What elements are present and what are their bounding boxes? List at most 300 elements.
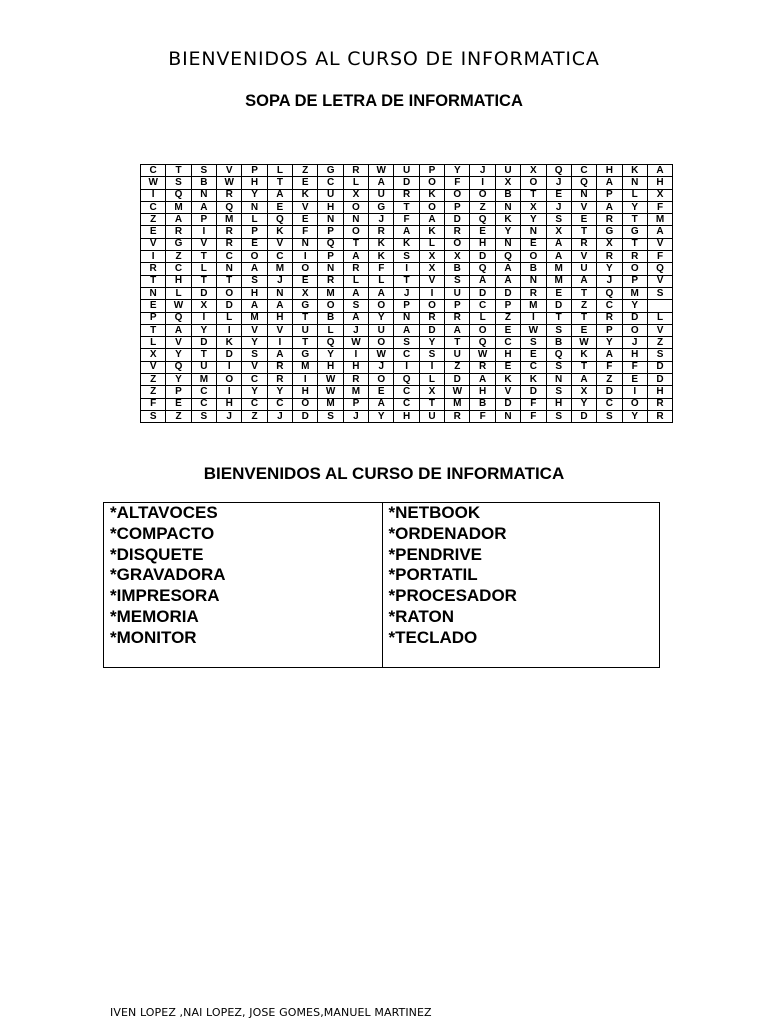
grid-cell: Z xyxy=(647,337,672,349)
grid-cell: T xyxy=(217,275,242,287)
grid-cell: J xyxy=(267,275,292,287)
grid-cell: A xyxy=(369,177,394,189)
grid-cell: U xyxy=(495,165,520,177)
grid-cell: Y xyxy=(267,386,292,398)
grid-cell: Q xyxy=(166,361,191,373)
grid-cell: O xyxy=(622,398,647,410)
grid-cell: Y xyxy=(495,226,520,238)
grid-cell: A xyxy=(242,300,267,312)
grid-cell: U xyxy=(445,287,470,299)
grid-cell: L xyxy=(343,177,368,189)
grid-cell: H xyxy=(343,361,368,373)
grid-cell: Z xyxy=(141,386,166,398)
grid-cell: I xyxy=(521,312,546,324)
grid-cell: N xyxy=(242,201,267,213)
grid-cell: A xyxy=(597,177,622,189)
word-item: *IMPRESORA xyxy=(110,586,220,606)
grid-cell: Z xyxy=(445,361,470,373)
grid-cell: F xyxy=(470,410,495,422)
grid-cell: M xyxy=(191,374,216,386)
grid-cell: N xyxy=(495,201,520,213)
grid-row xyxy=(141,300,673,312)
grid-cell: S xyxy=(597,410,622,422)
grid-cell: S xyxy=(546,324,571,336)
grid-cell: Y xyxy=(445,165,470,177)
grid-cell: T xyxy=(622,214,647,226)
word-list-left-column xyxy=(104,503,382,667)
grid-cell: Q xyxy=(318,337,343,349)
grid-cell: S xyxy=(546,214,571,226)
grid-cell: C xyxy=(495,337,520,349)
word-list-heading: BIENVENIDOS AL CURSO DE INFORMATICA xyxy=(203,464,565,483)
grid-cell: A xyxy=(242,263,267,275)
grid-cell: U xyxy=(419,410,444,422)
grid-cell: A xyxy=(470,275,495,287)
grid-cell: P xyxy=(419,165,444,177)
grid-cell: J xyxy=(597,275,622,287)
grid-cell: H xyxy=(394,410,419,422)
grid-cell: S xyxy=(318,410,343,422)
grid-cell: S xyxy=(394,251,419,263)
grid-cell: V xyxy=(166,337,191,349)
grid-cell: P xyxy=(622,275,647,287)
grid-cell: G xyxy=(293,349,318,361)
grid-cell: Y xyxy=(191,324,216,336)
grid-cell: K xyxy=(293,189,318,201)
grid-cell: S xyxy=(419,349,444,361)
grid-cell: R xyxy=(318,275,343,287)
grid-cell: S xyxy=(546,410,571,422)
grid-cell: A xyxy=(546,238,571,250)
grid-cell: X xyxy=(597,238,622,250)
grid-cell: A xyxy=(571,374,596,386)
grid-cell: Z xyxy=(141,214,166,226)
grid-cell: H xyxy=(242,177,267,189)
grid-cell: T xyxy=(622,238,647,250)
grid-cell: R xyxy=(597,214,622,226)
grid-cell: Q xyxy=(470,263,495,275)
grid-cell: X xyxy=(419,263,444,275)
grid-cell: O xyxy=(470,324,495,336)
grid-cell: O xyxy=(419,177,444,189)
grid-cell: I xyxy=(267,337,292,349)
grid-cell: X xyxy=(191,300,216,312)
grid-cell: J xyxy=(217,410,242,422)
grid-cell: T xyxy=(191,275,216,287)
grid-cell: V xyxy=(267,238,292,250)
grid-cell: N xyxy=(546,374,571,386)
grid-cell: K xyxy=(267,226,292,238)
grid-cell: O xyxy=(318,300,343,312)
grid-cell: F xyxy=(521,398,546,410)
grid-cell: I xyxy=(293,251,318,263)
grid-cell: Y xyxy=(242,189,267,201)
grid-cell: O xyxy=(217,287,242,299)
grid-cell: R xyxy=(394,189,419,201)
grid-cell: C xyxy=(191,398,216,410)
grid-cell: E xyxy=(571,214,596,226)
grid-cell: L xyxy=(419,238,444,250)
grid-cell: P xyxy=(445,300,470,312)
grid-cell: V xyxy=(141,238,166,250)
grid-cell: O xyxy=(293,398,318,410)
grid-cell: L xyxy=(191,263,216,275)
grid-cell: J xyxy=(369,361,394,373)
grid-cell: D xyxy=(191,337,216,349)
grid-cell: M xyxy=(318,398,343,410)
grid-cell: C xyxy=(318,177,343,189)
grid-cell: S xyxy=(343,300,368,312)
grid-cell: Y xyxy=(318,349,343,361)
grid-cell: E xyxy=(369,386,394,398)
grid-cell: N xyxy=(495,238,520,250)
grid-cell: I xyxy=(394,361,419,373)
grid-cell: N xyxy=(141,287,166,299)
grid-cell: I xyxy=(394,263,419,275)
grid-cell: M xyxy=(546,275,571,287)
grid-cell: A xyxy=(419,214,444,226)
grid-cell: W xyxy=(369,349,394,361)
grid-cell: V xyxy=(267,324,292,336)
grid-cell: R xyxy=(647,398,672,410)
grid-cell: E xyxy=(521,238,546,250)
grid-cell: F xyxy=(622,361,647,373)
grid-cell: A xyxy=(546,251,571,263)
grid-cell: H xyxy=(217,398,242,410)
grid-cell: D xyxy=(495,287,520,299)
grid-cell: D xyxy=(191,287,216,299)
grid-cell: U xyxy=(369,324,394,336)
grid-row xyxy=(141,386,673,398)
grid-cell: S xyxy=(242,275,267,287)
grid-cell: E xyxy=(546,189,571,201)
grid-cell: F xyxy=(521,410,546,422)
grid-cell: T xyxy=(191,251,216,263)
grid-cell: R xyxy=(445,312,470,324)
grid-cell: M xyxy=(343,386,368,398)
grid-cell: S xyxy=(546,386,571,398)
word-item: *MONITOR xyxy=(110,627,197,647)
grid-cell: L xyxy=(647,312,672,324)
grid-cell: W xyxy=(318,386,343,398)
grid-cell: E xyxy=(546,287,571,299)
grid-row xyxy=(141,361,673,373)
grid-row xyxy=(141,275,673,287)
grid-cell: D xyxy=(647,361,672,373)
grid-cell: V xyxy=(242,324,267,336)
grid-cell: T xyxy=(191,349,216,361)
grid-row xyxy=(141,263,673,275)
grid-cell: L xyxy=(470,312,495,324)
grid-cell: X xyxy=(546,226,571,238)
grid-cell: Y xyxy=(597,263,622,275)
grid-cell: Q xyxy=(495,251,520,263)
grid-cell: J xyxy=(394,287,419,299)
grid-cell: Z xyxy=(470,201,495,213)
grid-cell: R xyxy=(217,189,242,201)
grid-cell: X xyxy=(419,386,444,398)
grid-cell: Z xyxy=(141,374,166,386)
grid-cell: V xyxy=(141,361,166,373)
grid-cell: L xyxy=(141,337,166,349)
grid-cell: O xyxy=(343,201,368,213)
grid-cell: A xyxy=(369,287,394,299)
grid-cell: K xyxy=(394,238,419,250)
grid-cell: M xyxy=(622,287,647,299)
grid-cell: Y xyxy=(369,312,394,324)
grid-cell: E xyxy=(267,201,292,213)
grid-cell: E xyxy=(166,398,191,410)
grid-cell: T xyxy=(141,324,166,336)
grid-cell: X xyxy=(419,251,444,263)
grid-cell: S xyxy=(647,349,672,361)
grid-cell: Z xyxy=(242,410,267,422)
grid-cell: Z xyxy=(597,374,622,386)
grid-row xyxy=(141,398,673,410)
grid-cell: A xyxy=(445,324,470,336)
grid-cell: X xyxy=(293,287,318,299)
grid-cell: Y xyxy=(242,337,267,349)
grid-cell: P xyxy=(445,201,470,213)
grid-cell: V xyxy=(647,275,672,287)
grid-cell: C xyxy=(394,386,419,398)
grid-cell: Q xyxy=(318,238,343,250)
grid-cell: I xyxy=(217,386,242,398)
grid-cell: W xyxy=(470,349,495,361)
grid-cell: J xyxy=(546,177,571,189)
grid-cell: A xyxy=(267,349,292,361)
grid-cell: S xyxy=(394,337,419,349)
grid-cell: W xyxy=(343,337,368,349)
grid-cell: P xyxy=(318,226,343,238)
grid-cell: S xyxy=(141,410,166,422)
grid-cell: Q xyxy=(571,177,596,189)
grid-row xyxy=(141,177,673,189)
grid-cell: K xyxy=(419,226,444,238)
grid-cell: Y xyxy=(166,349,191,361)
grid-cell: E xyxy=(495,324,520,336)
grid-cell: Q xyxy=(217,201,242,213)
grid-cell: S xyxy=(242,349,267,361)
grid-cell: L xyxy=(242,214,267,226)
grid-cell: C xyxy=(597,300,622,312)
grid-cell: T xyxy=(343,238,368,250)
grid-cell: R xyxy=(419,312,444,324)
grid-cell: W xyxy=(571,337,596,349)
grid-cell: O xyxy=(622,324,647,336)
grid-cell: H xyxy=(470,386,495,398)
grid-cell: C xyxy=(242,398,267,410)
grid-cell: C xyxy=(571,165,596,177)
grid-cell: C xyxy=(267,251,292,263)
word-item: *PORTATIL xyxy=(388,565,478,585)
grid-cell: R xyxy=(571,238,596,250)
grid-cell: X xyxy=(571,386,596,398)
grid-cell: R xyxy=(622,251,647,263)
grid-cell: D xyxy=(394,177,419,189)
grid-cell: U xyxy=(293,324,318,336)
grid-cell: O xyxy=(521,251,546,263)
word-item: *MEMORIA xyxy=(110,606,199,626)
word-item: *ALTAVOCES xyxy=(110,503,218,522)
grid-cell: D xyxy=(647,374,672,386)
grid-cell: W xyxy=(318,374,343,386)
grid-cell: A xyxy=(571,275,596,287)
grid-cell: V xyxy=(647,324,672,336)
grid-cell: A xyxy=(495,263,520,275)
grid-cell: W xyxy=(369,165,394,177)
grid-cell: V xyxy=(571,251,596,263)
grid-cell: W xyxy=(521,324,546,336)
grid-cell: U xyxy=(191,361,216,373)
grid-cell: G xyxy=(166,238,191,250)
grid-cell: P xyxy=(191,214,216,226)
grid-cell: Q xyxy=(267,214,292,226)
grid-cell: M xyxy=(546,263,571,275)
grid-cell: P xyxy=(242,165,267,177)
grid-cell: J xyxy=(343,410,368,422)
grid-cell: Q xyxy=(597,287,622,299)
grid-cell: V xyxy=(571,201,596,213)
grid-cell: N xyxy=(318,214,343,226)
grid-cell: E xyxy=(141,300,166,312)
grid-cell: M xyxy=(217,214,242,226)
grid-cell: D xyxy=(445,214,470,226)
grid-cell: V xyxy=(293,201,318,213)
grid-cell: Y xyxy=(597,337,622,349)
grid-cell: I xyxy=(622,386,647,398)
grid-cell: M xyxy=(293,361,318,373)
word-list-table xyxy=(103,502,660,668)
grid-cell: O xyxy=(343,226,368,238)
grid-cell: F xyxy=(597,361,622,373)
grid-cell: P xyxy=(166,386,191,398)
grid-cell: O xyxy=(293,263,318,275)
grid-cell: T xyxy=(571,287,596,299)
grid-cell: P xyxy=(394,300,419,312)
grid-cell: J xyxy=(622,337,647,349)
grid-cell: R xyxy=(141,263,166,275)
word-list-right-column xyxy=(382,503,660,667)
grid-row xyxy=(141,201,673,213)
grid-cell: R xyxy=(470,361,495,373)
grid-cell: I xyxy=(343,349,368,361)
grid-cell: T xyxy=(521,189,546,201)
grid-cell: A xyxy=(647,165,672,177)
word-item: *RATON xyxy=(388,606,454,626)
grid-cell: O xyxy=(445,238,470,250)
grid-row xyxy=(141,189,673,201)
grid-cell: Q xyxy=(546,165,571,177)
grid-cell: R xyxy=(597,251,622,263)
grid-cell xyxy=(647,300,672,312)
grid-cell: R xyxy=(267,361,292,373)
grid-cell: X xyxy=(521,165,546,177)
grid-cell: A xyxy=(166,324,191,336)
grid-cell: K xyxy=(419,189,444,201)
grid-cell: H xyxy=(293,386,318,398)
grid-cell: P xyxy=(318,251,343,263)
grid-cell: U xyxy=(318,189,343,201)
grid-cell: D xyxy=(597,386,622,398)
grid-cell: P xyxy=(343,398,368,410)
grid-cell: R xyxy=(166,226,191,238)
grid-cell: Y xyxy=(419,337,444,349)
grid-cell: W xyxy=(166,300,191,312)
grid-cell: Q xyxy=(394,374,419,386)
grid-cell: C xyxy=(141,201,166,213)
grid-cell: R xyxy=(445,226,470,238)
grid-cell: F xyxy=(369,263,394,275)
grid-row xyxy=(141,226,673,238)
grid-cell: D xyxy=(571,410,596,422)
grid-cell: T xyxy=(445,337,470,349)
grid-cell: L xyxy=(622,189,647,201)
grid-cell: O xyxy=(419,201,444,213)
grid-cell: F xyxy=(293,226,318,238)
grid-cell: X xyxy=(521,201,546,213)
grid-cell: I xyxy=(293,374,318,386)
word-item: *COMPACTO xyxy=(110,523,215,543)
grid-cell: A xyxy=(470,374,495,386)
grid-cell: Q xyxy=(647,263,672,275)
grid-cell: Z xyxy=(571,300,596,312)
grid-cell: L xyxy=(343,275,368,287)
grid-cell: O xyxy=(419,300,444,312)
grid-cell: R xyxy=(267,374,292,386)
grid-cell: O xyxy=(369,337,394,349)
grid-cell: K xyxy=(521,374,546,386)
grid-cell: D xyxy=(521,386,546,398)
grid-cell: D xyxy=(217,349,242,361)
grid-cell: T xyxy=(293,312,318,324)
grid-cell: R xyxy=(343,263,368,275)
grid-cell: I xyxy=(470,177,495,189)
grid-cell: A xyxy=(394,226,419,238)
grid-cell: L xyxy=(267,165,292,177)
grid-cell: F xyxy=(647,251,672,263)
grid-cell: I xyxy=(141,251,166,263)
grid-cell: Y xyxy=(622,300,647,312)
grid-cell: P xyxy=(242,226,267,238)
grid-cell: Q xyxy=(166,189,191,201)
grid-cell: D xyxy=(622,312,647,324)
grid-cell: V xyxy=(191,238,216,250)
grid-cell: J xyxy=(369,214,394,226)
grid-cell: Z xyxy=(166,251,191,263)
grid-cell: O xyxy=(369,374,394,386)
grid-cell: N xyxy=(521,226,546,238)
grid-cell: F xyxy=(394,214,419,226)
grid-cell: B xyxy=(521,263,546,275)
grid-cell: Z xyxy=(166,410,191,422)
word-item: *ORDENADOR xyxy=(388,523,507,543)
grid-cell: T xyxy=(394,201,419,213)
grid-cell: T xyxy=(571,312,596,324)
grid-cell: L xyxy=(419,374,444,386)
grid-cell: R xyxy=(217,238,242,250)
grid-cell: O xyxy=(470,189,495,201)
grid-cell: B xyxy=(495,189,520,201)
grid-cell: N xyxy=(495,410,520,422)
grid-cell: R xyxy=(343,165,368,177)
grid-cell: L xyxy=(217,312,242,324)
grid-cell: A xyxy=(495,275,520,287)
grid-cell: U xyxy=(445,349,470,361)
grid-cell: H xyxy=(495,349,520,361)
grid-cell: B xyxy=(470,398,495,410)
grid-cell: B xyxy=(318,312,343,324)
